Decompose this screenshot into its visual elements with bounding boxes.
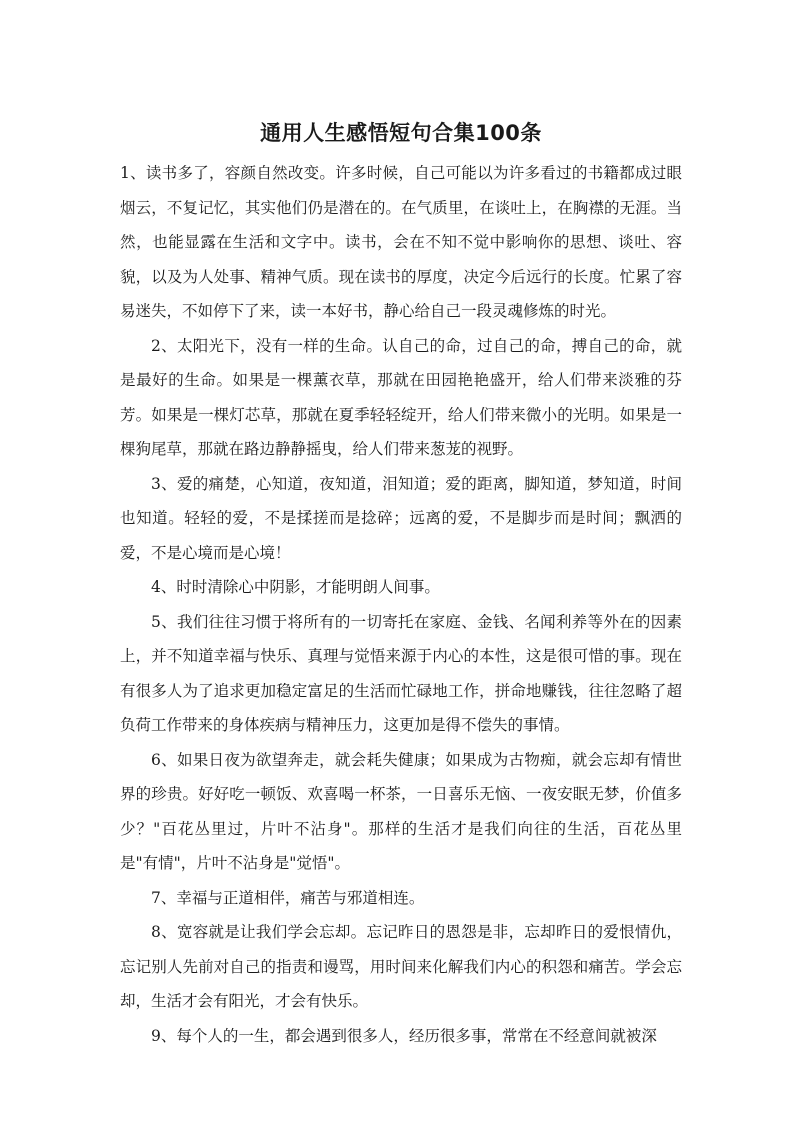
paragraph-4: 4、时时清除心中阴影，才能明朗人间事。	[151, 578, 440, 596]
paragraph-7: 7、幸福与正道相伴，痛苦与邪道相连。	[151, 888, 425, 907]
paragraph-2: 2、太阳光下，没有一样的生命。认自己的命，过自己的命，搏自己的命，就是最好的生命。如果是一棵薰衣草，那就在田园艳艳盛开，给人们带来淡雅的芬芳。如果是一棵灯芯草，那就在夏季轻轻绽开，给人们带来微小的光明。如果是一棵狗尾草，那就在路边静静摇曳，给人们带来葱茏的视野。	[120, 336, 682, 458]
paragraph-5: 5、我们往往习惯于将所有的一切寄托在家庭、金钱、名闻利养等外在的因素上，并不知道幸福与快乐、真理与觉悟来源于内心的本性，这是很可惜的事。现在有很多人为了追求更加稳定富足的生活而忙碌地工作，拼命地赚钱，往往忽略了超负荷工作带来的身体疾病与精神压力，这更加是得不偿失的事情。	[120, 612, 682, 734]
paragraph-8: 8、宽容就是让我们学会忘却。忘记昨日的恩怨是非，忘却昨日的爱恨情仇，忘记别人先前对自己的指责和谩骂，用时间来化解我们内心的积怨和痛苦。学会忘却，生活才会有阳光，才会有快乐。	[120, 923, 682, 1010]
paragraph-3: 3、爱的痛楚，心知道，夜知道，泪知道；爱的距离，脚知道，梦知道，时间也知道。轻轻的爱，不是揉搓而是捻碎；远离的爱，不是脚步而是时间；飘洒的爱，不是心境而是心境！	[120, 474, 682, 562]
paragraph-1: 1、读书多了，容颜自然改变。许多时候，自己可能以为许多看过的书籍都成过眼烟云，不复记忆，其实他们仍是潜在的。在气质里，在谈吐上，在胸襟的无涯。当然，也能显露在生活和文字中。读书，会在不知不觉中影响你的思想、谈吐、容貌，以及为人处事、精神气质。现在读书的厚度，决定今后远行的长度。忙累了容易迷失，不如停下了来，读一本好书，静心给自己一段灵魂修炼的时光。	[120, 164, 682, 320]
document-page	[120, 118, 682, 1053]
paragraph-6: 6、如果日夜为欲望奔走，就会耗失健康；如果成为古物痴，就会忘却有情世界的珍贵。好好吃一顿饭、欢喜喝一杯茶，一日喜乐无恼、一夜安眠无梦，价值多少？"百花丛里过，片叶不沾身"。那样的生活才是我们向往的生活，百花丛里是"有情"，片叶不沾身是"觉悟"。	[120, 750, 682, 872]
document-title: 通用人生感悟短句合集100条	[260, 121, 542, 145]
paragraph-9: 9、每个人的一生，都会遇到很多人，经历很多事，常常在不经意间就被深	[151, 1026, 657, 1045]
